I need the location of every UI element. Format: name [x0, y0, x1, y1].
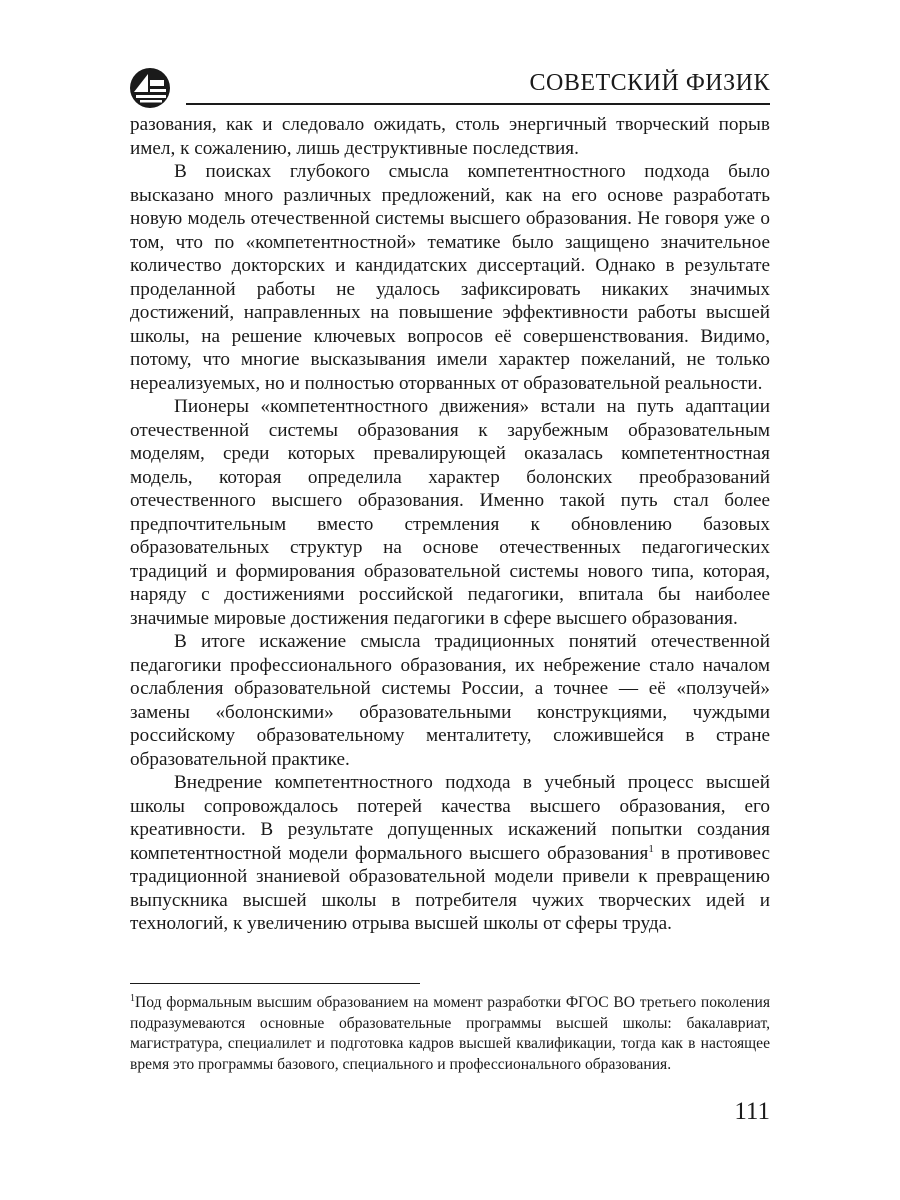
footnote-rule — [130, 983, 420, 984]
page-number: 111 — [734, 1098, 770, 1125]
footnote-marker: 1 — [130, 993, 135, 1004]
paragraph-text: в противовес традиционной знаниевой образовательной модели привели к превращению выпускника высшей школы в потребителя чужих творческих идей и технологий, к увеличению отрыва высшей школы от сферы труда. — [130, 842, 770, 934]
body-text — [130, 113, 770, 936]
running-title: СОВЕТСКИЙ ФИЗИК — [529, 70, 770, 96]
paragraph: В итоге искажение смысла традиционных понятий отечественной педагогики профессионального образования, их небрежение стало началом ослабления образовательной системы России, а точнее — её «ползучей» замены «болонскими» образовательными конструкциями, чуждыми российскому образовательному менталитету, сложившейся в стране образовательной практике. — [130, 631, 770, 770]
header-rule — [186, 103, 770, 105]
publisher-emblem-icon — [128, 66, 172, 110]
page-header — [128, 62, 770, 110]
paragraph-text: Внедрение компетентностного подхода в учебный процесс высшей школы сопровождалось потерей качества высшего образования, его креативности. В результате допущенных искажений попытки создания компетентностной модели формального высшего образования — [130, 772, 770, 864]
paragraph: Пионеры «компетентностного движения» встали на путь адаптации отечественной системы образования к зарубежным образовательным моделям, среди которых превалирующей оказалась компетентностная модель, которая определила характер болонских преобразований отечественного высшего образования. Именно такой путь стал более предпочтительным вместо стремления к обновлению базовых образовательных структур на основе отечественных педагогических традиций и формирования образовательной системы нового типа, которая, наряду с достижениями российской педагогики, впитала бы наиболее значимые мировые достижения педагогики в сфере высшего образования. — [130, 396, 770, 629]
footnote-text: Под формальным высшим образованием на момент разработки ФГОС ВО третьего поколения подразумеваются основные образовательные программы высшей школы: бакалавриат, магистратура, специалилет и подготовка кадров высшей квалификации, тогда как в настоящее время это программы базового, специального и профессионального образования. — [130, 994, 770, 1073]
paragraph-with-footnote-ref — [130, 771, 770, 936]
paragraph: В поисках глубокого смысла компетентностного подхода было высказано много различных предложений, как на его основе разработать новую модель отечественной системы высшего образования. Не говоря уже о том, что по «компетентностной» тематике было защищено значительное количество докторских и кандидатских диссертаций. Однако в результате проделанной работы не удалось зафиксировать никаких значимых достижений, направленных на повышение эффективности работы высшей школы, на решение ключевых вопросов её совершенствования. Видимо, потому, что многие высказывания имели характер пожеланий, не только нереализуемых, но и полностью оторванных от образовательной реальности. — [130, 161, 770, 394]
paragraph-continued: разования, как и следовало ожидать, столь энергичный творческий порыв имел, к сожалению, лишь деструктивные последствия. — [130, 114, 770, 159]
footnote-reference[interactable]: 1 — [648, 842, 654, 855]
footnote — [130, 993, 770, 1075]
